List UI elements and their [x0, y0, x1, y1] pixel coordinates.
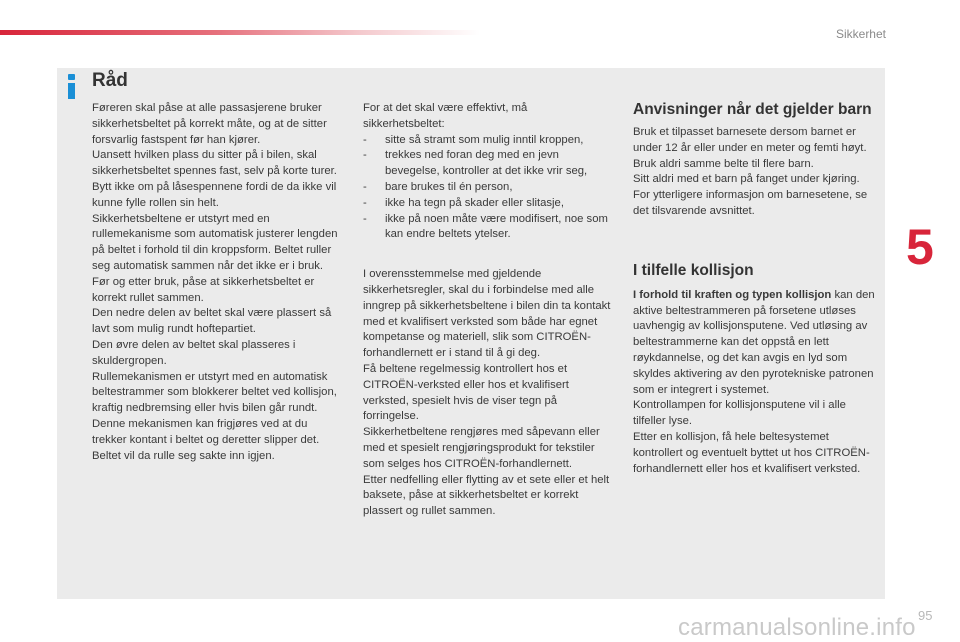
collision-heading: I tilfelle kollisjon	[633, 261, 754, 279]
paragraph: Rullemekanismen er utstyrt med en automatisk beltestrammer som blokkerer beltet ved kollisjon, kraftig nedbremsing eller hvis bilen går rundt. Denne mekanismen kan frigjøres ved at du trekker kontant i beltet og deretter slipper det. Beltet vil da rulle seg sakte inn igjen.	[92, 370, 337, 462]
header-accent-bar	[0, 30, 480, 35]
paragraph: Den nedre delen av beltet skal være plassert så lavt som mulig rundt hoftepartiet.	[92, 307, 332, 336]
paragraph: Uansett hvilken plass du sitter på i bilen, skal sikkerhetsbeltet spennes fast, selv på korte turer.	[92, 149, 337, 178]
paragraph: Bytt ikke om på låsespennene fordi de da ikke vil kunne fylle rollen sin helt.	[92, 180, 337, 209]
paragraph: For ytterligere informasjon om barnesetene, se det tilsvarende avsnittet.	[633, 189, 868, 217]
paragraph: Sitt aldri med et barn på fanget under kjøring.	[633, 173, 860, 186]
paragraph: Etter en kollisjon, få hele beltesystemet kontrollert og eventuelt byttet ut hos CITROËN-forhandlernett eller hos et kvalifisert verksted.	[633, 430, 870, 475]
paragraph: Før og etter bruk, påse at sikkerhetsbeltet er korrekt rullet sammen.	[92, 275, 315, 304]
info-icon	[66, 74, 80, 100]
requirements-list	[363, 133, 611, 244]
paragraph: Den øvre delen av beltet skal plasseres i skuldergropen.	[92, 338, 296, 367]
list-item: - sitte så stramt som mulig inntil kroppen,	[363, 133, 584, 146]
paragraph: I overensstemmelse med gjeldende sikkerhetsregler, skal du i forbindelse med alle inngrep på sikkerhetsbeltene i bilen din ta kontakt med et kvalifisert verksted som både har egnet kompetanse og materiell, slik som CITROËN-forhandlernett er i stand til å gi deg.	[363, 268, 611, 360]
children-heading: Anvisninger når det gjelder barn	[633, 101, 872, 118]
list-item: - bare brukes til én person,	[363, 180, 513, 193]
paragraph: Bruk et tilpasset barnesete dersom barnet er under 12 år eller under en meter og femti høyt.	[633, 126, 867, 154]
paragraph: Føreren skal påse at alle passasjerene bruker sikkerhetsbeltet på korrekt måte, og at de sitter forsvarlig fastspent før han kjører.	[92, 102, 327, 146]
column-2	[363, 101, 611, 520]
list-item: - ikke på noen måte være modifisert, noe som kan endre beltets ytelser.	[363, 212, 608, 241]
paragraph: Kontrollampen for kollisjonsputene vil i alle tilfeller lyse.	[633, 399, 846, 428]
list-item: - ikke ha tegn på skader eller slitasje,	[363, 196, 564, 209]
chapter-number: 5	[906, 219, 934, 275]
section-title: Sikkerhet	[835, 27, 886, 41]
panel-title: Råd	[92, 70, 128, 91]
paragraph: Etter nedfelling eller flytting av et sete eller et helt baksete, påse at sikkerhetsbeltet er korrekt plassert og rullet sammen.	[363, 473, 610, 518]
page-number: 95	[918, 608, 933, 623]
paragraph: Få beltene regelmessig kontrollert hos et CITROËN-verksted eller hos et kvalifisert verksted, spesielt hvis de viser tegn på forringelse.	[363, 362, 569, 423]
paragraph: Bruk aldri samme belte til flere barn.	[633, 157, 814, 170]
column-3	[633, 101, 877, 477]
paragraph: I forhold til kraften og typen kollisjon kan den aktive beltestrammeren på forsetene utløses uavhengig av kollisjonsputene. Ved utløsing av beltestrammerne kan det oppstå en lett røykdannelse, og det kan avgis en lyd som skyldes aktivering av den pyrotekniske patronen som er integrert i systemet.	[633, 288, 875, 396]
collision-lead: I forhold til kraften og typen kollisjon	[633, 288, 832, 301]
column-1	[92, 101, 344, 464]
watermark: carmanualsonline.info	[678, 614, 916, 641]
paragraph: Sikkerhetsbeltene er utstyrt med en rullemekanisme som automatisk justerer lengden på beltet i forhold til din kroppsform. Beltet ruller seg automatisk sammen når det ikke er i bruk.	[92, 212, 338, 272]
paragraph: Sikkerhetbeltene rengjøres med såpevann eller med et spesielt rengjøringsprodukt for tekstiler som selges hos CITROËN-forhandlernett.	[363, 426, 600, 470]
list-item: - trekkes ned foran deg med en jevn bevegelse, kontroller at det ikke vrir seg,	[363, 149, 588, 178]
list-intro: For at det skal være effektivt, må sikkerhetsbeltet:	[363, 102, 528, 130]
